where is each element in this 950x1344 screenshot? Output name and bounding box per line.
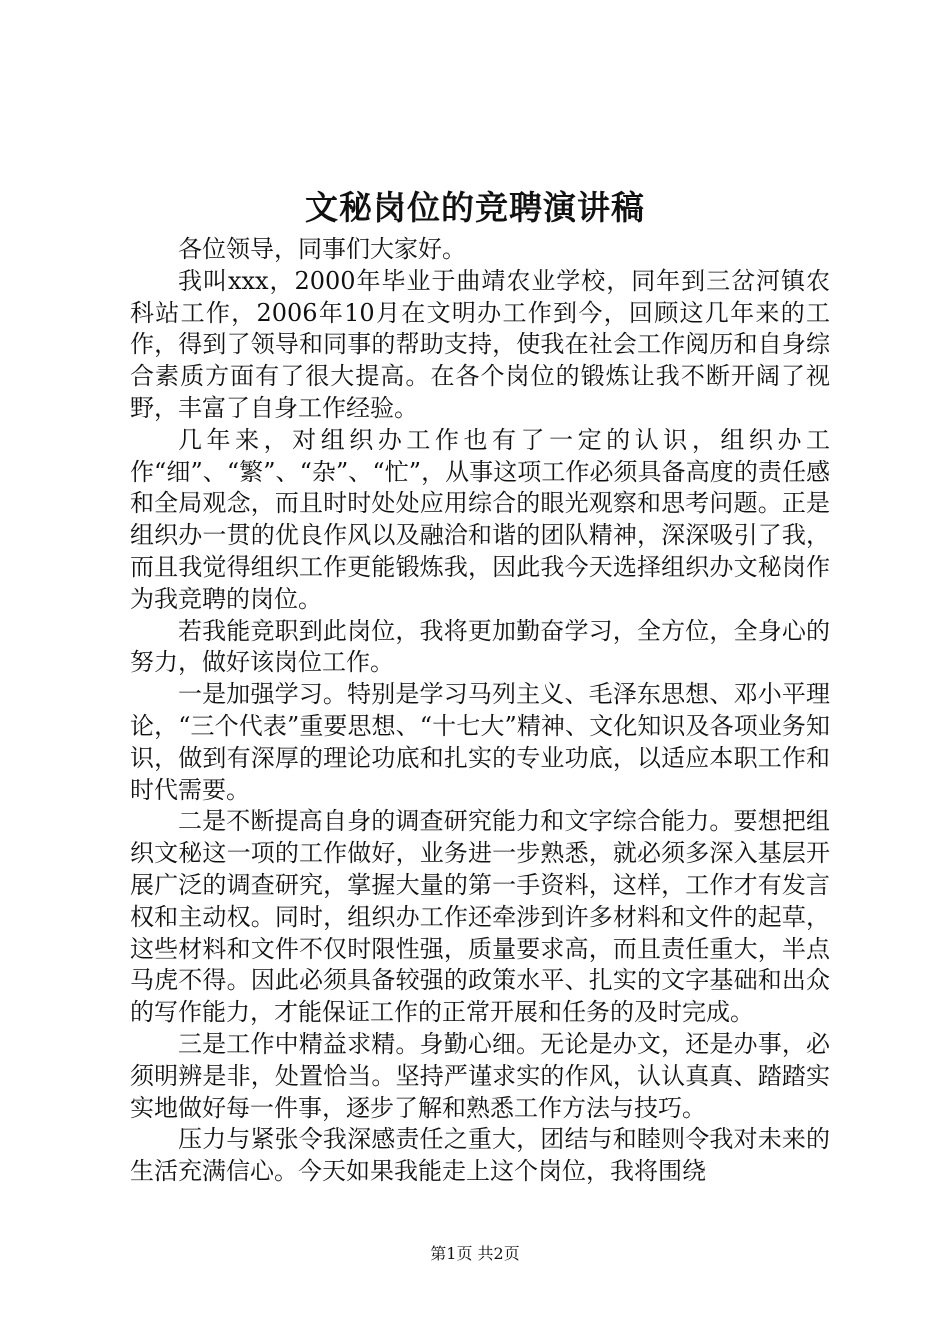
- document-title: 文秘岗位的竞聘演讲稿: [305, 188, 645, 227]
- paragraph-introduction: 我叫xxx，2000年毕业于曲靖农业学校，同年到三岔河镇农科站工作，2006年10月在文明办工作到今，回顾这几年来的工作，得到了领导和同事的帮助支持，使我在社会工作阅历和自身综合素质方面有了很大提高。在各个岗位的锻炼让我不断开阔了视野，丰富了自身工作经验。: [130, 266, 830, 422]
- paragraph-closing: 压力与紧张令我深感责任之重大，团结与和睦则令我对未来的生活充满信心。今天如果我能走上这个岗位，我将围绕: [130, 1125, 830, 1186]
- paragraph-understanding: 几年来，对组织办工作也有了一定的认识，组织办工作“细”、“繁”、“杂”、“忙”，从事这项工作必须具备高度的责任感和全局观念，而且时时处处应用综合的眼光观察和思考问题。正是组织办一贯的优良作风以及融洽和谐的团队精神，深深吸引了我，而且我觉得组织工作更能锻炼我，因此我今天选择组织办文秘岗作为我竞聘的岗位。: [130, 425, 830, 613]
- paragraph-point-one: 一是加强学习。特别是学习马列主义、毛泽东思想、邓小平理论，“三个代表”重要思想、“十七大”精神、文化知识及各项业务知识，做到有深厚的理论功底和扎实的专业功底，以适应本职工作和时代需要。: [130, 680, 830, 804]
- paragraph-point-two: 二是不断提高自身的调查研究能力和文字综合能力。要想把组织文秘这一项的工作做好，业务进一步熟悉，就必须多深入基层开展广泛的调查研究，掌握大量的第一手资料，这样，工作才有发言权和主动权。同时，组织办工作还牵涉到许多材料和文件的起草，这些材料和文件不仅时限性强，质量要求高，而且责任重大，半点马虎不得。因此必须具备较强的政策水平、扎实的文字基础和出众的写作能力，才能保证工作的正常开展和任务的及时完成。: [130, 807, 830, 1027]
- page-footer: 第1页 共2页: [430, 1244, 520, 1263]
- paragraph-point-three: 三是工作中精益求精。身勤心细。无论是办文，还是办事，必须明辨是非，处置恰当。坚持严谨求实的作风，认认真真、踏踏实实地做好每一件事，逐步了解和熟悉工作方法与技巧。: [130, 1029, 830, 1122]
- document-body: [130, 234, 830, 1188]
- paragraph-commitment: 若我能竞职到此岗位，我将更加勤奋学习，全方位，全身心的努力，做好该岗位工作。: [130, 616, 830, 677]
- paragraph-greeting: 各位领导，同事们大家好。: [178, 235, 466, 263]
